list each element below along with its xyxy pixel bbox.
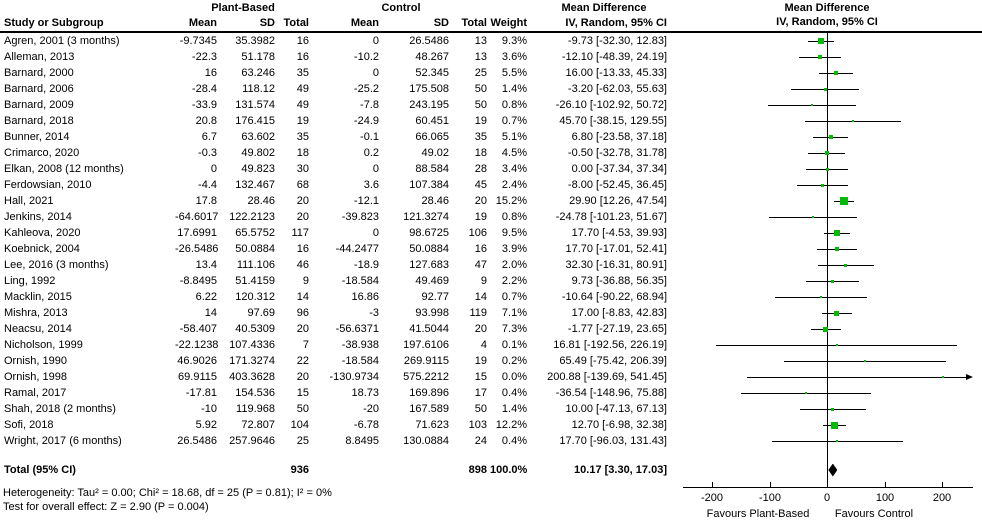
axis-tick-label: 0	[823, 492, 831, 504]
control-total: 25	[474, 67, 487, 79]
pb-mean: 6.22	[195, 291, 217, 303]
estimate-marker	[811, 104, 813, 106]
estimate-marker	[823, 327, 828, 332]
control-sd: 41.5044	[409, 323, 449, 335]
study-name: Ornish, 1998	[4, 371, 67, 383]
control-mean-header: Mean	[350, 17, 379, 29]
pb-mean: 46.9026	[177, 355, 217, 367]
study-name: Kahleova, 2020	[4, 227, 81, 239]
control-sd: 243.195	[409, 99, 449, 111]
weight-header: Weight	[490, 17, 527, 29]
pb-total: 7	[302, 339, 309, 351]
pb-total: 20	[296, 323, 309, 335]
md-ci-text: -3.20 [-62.03, 55.63]	[567, 83, 667, 95]
zero-line	[827, 33, 828, 487]
pb-mean: 5.92	[195, 419, 217, 431]
md-ci-text: -8.00 [-52.45, 36.45]	[567, 179, 667, 191]
pb-sd: 51.178	[241, 51, 275, 63]
pb-sd: 120.312	[235, 291, 275, 303]
axis-tick	[712, 482, 713, 487]
control-mean: -18.584	[341, 355, 379, 367]
pb-mean: 20.8	[195, 115, 217, 127]
md-ci-text: -0.50 [-32.78, 31.78]	[567, 147, 667, 159]
pb-mean: 0	[210, 163, 217, 175]
total-weight: 100.0%	[490, 464, 528, 476]
control-total: 14	[474, 291, 487, 303]
estimate-marker	[836, 344, 838, 346]
pb-sd: 49.823	[241, 163, 275, 175]
weight: 0.4%	[501, 435, 527, 447]
weight: 9.3%	[501, 35, 527, 47]
pb-mean: 14	[204, 307, 217, 319]
control-mean: -44.2477	[335, 243, 379, 255]
pb-total: 46	[296, 259, 309, 271]
control-mean: 0	[372, 163, 379, 175]
md-ci-text: 65.49 [-75.42, 206.39]	[559, 355, 667, 367]
weight: 5.5%	[501, 67, 527, 79]
control-total: 4	[480, 339, 487, 351]
pb-sd: 132.467	[235, 179, 275, 191]
pb-sd: 119.968	[236, 403, 275, 415]
control-mean: -56.6371	[335, 323, 379, 335]
estimate-marker	[825, 151, 829, 155]
estimate-marker	[844, 264, 847, 267]
control-mean: 0	[372, 35, 379, 47]
estimate-marker	[831, 280, 834, 283]
md-column-title: Mean Difference	[561, 2, 647, 14]
study-name: Hall, 2021	[4, 195, 54, 207]
md-ci-text: -10.64 [-90.22, 68.94]	[561, 291, 667, 303]
control-mean: -10.2	[353, 51, 379, 63]
study-name: Barnard, 2000	[4, 67, 74, 79]
md-ci-text: -12.10 [-48.39, 24.19]	[561, 51, 667, 63]
control-sd: 175.508	[409, 83, 449, 95]
md-ci-text: 0.00 [-37.34, 37.34]	[571, 163, 667, 175]
md-ci-text: 200.88 [-139.69, 541.45]	[547, 371, 667, 383]
control-mean: 16.86	[351, 291, 379, 303]
estimate-marker	[836, 440, 838, 442]
pb-mean: -22.1238	[175, 339, 219, 351]
pb-total: 22	[296, 355, 309, 367]
study-name: Neacsu, 2014	[4, 323, 72, 335]
control-total: 28	[474, 163, 487, 175]
pb-total: 16	[296, 35, 309, 47]
study-name: Barnard, 2009	[4, 99, 74, 111]
md-ci-text: 16.81 [-192.56, 226.19]	[553, 339, 667, 351]
total-md-ci: 10.17 [3.30, 17.03]	[574, 464, 667, 476]
axis-tick	[885, 482, 886, 487]
weight: 9.5%	[501, 227, 527, 239]
axis-tick-label: -100	[758, 492, 782, 504]
pb-mean: -28.4	[191, 83, 217, 95]
control-sd: 169.896	[409, 387, 449, 399]
control-total: 20	[474, 195, 487, 207]
weight: 2.0%	[501, 259, 527, 271]
pb-sd: 118.12	[242, 83, 275, 95]
control-mean: -24.9	[353, 115, 379, 127]
pb-total: 50	[296, 403, 309, 415]
pb-mean: 16	[204, 67, 217, 79]
x-axis-line	[683, 487, 973, 488]
control-sd: 98.6725	[409, 227, 449, 239]
estimate-marker	[831, 408, 834, 411]
pb-total: 96	[296, 307, 309, 319]
pb-sd: 257.9646	[229, 435, 275, 447]
ci-arrow-right	[966, 374, 973, 380]
group-header-plant-based: Plant-Based	[211, 2, 275, 14]
md-ci-text: 17.70 [-17.01, 52.41]	[565, 243, 667, 255]
control-sd: 48.267	[415, 51, 449, 63]
favours-left-label: Favours Plant-Based	[706, 508, 810, 520]
control-total: 19	[474, 115, 487, 127]
weight: 7.1%	[501, 307, 527, 319]
axis-tick	[770, 482, 771, 487]
weight: 7.3%	[501, 323, 527, 335]
study-name: Shah, 2018 (2 months)	[4, 403, 116, 415]
pb-total: 104	[290, 419, 309, 431]
weight: 2.2%	[501, 275, 527, 287]
pb-total: 117	[291, 227, 309, 239]
study-name: Ling, 1992	[4, 275, 56, 287]
md-ci-text: 17.70 [-4.53, 39.93]	[571, 227, 667, 239]
estimate-marker	[831, 422, 838, 429]
plot-title: Mean Difference	[784, 2, 870, 14]
estimate-marker	[818, 55, 822, 59]
estimate-marker	[821, 184, 824, 187]
control-total: 9	[480, 275, 487, 287]
total-control-n: 898	[468, 464, 487, 476]
pb-sd: 50.0884	[235, 243, 275, 255]
pb-total: 16	[296, 243, 309, 255]
weight: 3.9%	[501, 243, 527, 255]
control-mean: -3	[369, 307, 379, 319]
heterogeneity-stats: Heterogeneity: Tau² = 0.00; Chi² = 18.68, df = 25 (P = 0.81); I² = 0%	[3, 487, 332, 499]
study-name: Lee, 2016 (3 months)	[4, 259, 109, 271]
axis-tick-label: 200	[932, 492, 952, 504]
control-total: 20	[474, 323, 487, 335]
control-sd: 107.384	[409, 179, 449, 191]
control-total: 35	[474, 131, 487, 143]
pb-mean: -26.5486	[175, 243, 219, 255]
weight: 0.8%	[501, 99, 527, 111]
pb-sd: 403.3628	[229, 371, 275, 383]
control-mean: -25.2	[353, 83, 379, 95]
control-mean: 0	[372, 67, 379, 79]
pb-mean: 69.9115	[178, 371, 217, 383]
control-total: 19	[474, 211, 487, 223]
estimate-marker	[852, 120, 854, 122]
estimate-marker	[826, 168, 829, 171]
control-total: 50	[474, 403, 487, 415]
axis-tick-label: -200	[700, 492, 724, 504]
control-total-header: Total	[461, 17, 487, 29]
estimate-marker	[805, 392, 807, 394]
control-sd: 26.5486	[409, 35, 449, 47]
pb-sd: 122.2123	[229, 211, 275, 223]
pb-mean: -0.3	[198, 147, 217, 159]
weight: 0.0%	[501, 371, 527, 383]
control-mean: 0.2	[363, 147, 379, 159]
pb-total: 35	[296, 67, 309, 79]
weight: 0.4%	[501, 387, 527, 399]
study-name: Alleman, 2013	[4, 51, 75, 63]
control-total: 16	[474, 243, 487, 255]
estimate-marker	[840, 197, 848, 205]
pb-mean: -58.407	[179, 323, 217, 335]
pb-mean: -8.8495	[179, 275, 217, 287]
pb-sd: 131.574	[235, 99, 275, 111]
axis-tick	[827, 482, 828, 487]
favours-right-label: Favours Control	[834, 508, 914, 520]
estimate-marker	[829, 135, 833, 139]
study-name: Barnard, 2006	[4, 83, 74, 95]
pb-sd: 154.536	[235, 387, 275, 399]
control-sd: 197.6106	[403, 339, 449, 351]
pb-total: 25	[296, 435, 309, 447]
control-mean: -6.78	[353, 419, 379, 431]
overall-effect-test: Test for overall effect: Z = 2.90 (P = 0.004)	[3, 501, 209, 513]
study-column-header: Study or Subgroup	[4, 17, 104, 29]
total-diamond	[828, 464, 837, 477]
pb-mean: 17.6991	[177, 227, 217, 239]
md-ci-text: -36.54 [-148.96, 75.88]	[555, 387, 667, 399]
study-name: Crimarco, 2020	[4, 147, 80, 159]
weight: 0.7%	[501, 115, 527, 127]
pb-sd-header: SD	[259, 17, 275, 29]
control-total: 18	[474, 147, 487, 159]
pb-total: 16	[296, 51, 309, 63]
md-ci-text: 12.70 [-6.98, 32.38]	[571, 419, 667, 431]
estimate-marker	[824, 88, 827, 91]
weight: 3.4%	[501, 163, 527, 175]
control-sd: 49.469	[415, 275, 449, 287]
control-total: 17	[474, 387, 487, 399]
pb-mean: 13.4	[195, 259, 217, 271]
plot-subtitle: IV, Random, 95% CI	[776, 16, 878, 28]
pb-mean: -9.7345	[179, 35, 217, 47]
axis-tick	[942, 482, 943, 487]
pb-total: 35	[296, 131, 309, 143]
pb-mean-header: Mean	[188, 17, 217, 29]
pb-total: 15	[296, 387, 309, 399]
control-mean: 0	[372, 227, 379, 239]
study-name: Koebnick, 2004	[4, 243, 80, 255]
weight: 3.6%	[501, 51, 527, 63]
control-sd: 575.2212	[403, 371, 449, 383]
pb-total: 14	[296, 291, 309, 303]
weight: 1.4%	[501, 403, 527, 415]
pb-sd: 40.5309	[235, 323, 275, 335]
md-ci-text: 10.00 [-47.13, 67.13]	[565, 403, 667, 415]
md-ci-text: -26.10 [-102.92, 50.72]	[555, 99, 667, 111]
estimate-marker	[864, 360, 866, 362]
md-ci-text: 32.30 [-16.31, 80.91]	[565, 259, 667, 271]
estimate-marker	[942, 376, 944, 378]
pb-total: 49	[296, 99, 309, 111]
ci-line	[747, 377, 967, 378]
pb-total: 20	[296, 195, 309, 207]
control-sd: 167.589	[409, 403, 449, 415]
control-total: 50	[474, 83, 487, 95]
control-mean: -39.823	[341, 211, 379, 223]
study-name: Agren, 2001 (3 months)	[4, 35, 120, 47]
pb-total: 20	[296, 211, 309, 223]
pb-sd: 63.602	[241, 131, 275, 143]
control-mean: -7.8	[360, 99, 379, 111]
weight: 5.1%	[501, 131, 527, 143]
study-name: Ferdowsian, 2010	[4, 179, 92, 191]
md-ci-text: 45.70 [-38.15, 129.55]	[559, 115, 667, 127]
weight: 0.1%	[501, 339, 527, 351]
study-name: Sofi, 2018	[4, 419, 54, 431]
md-ci-text: 6.80 [-23.58, 37.18]	[571, 131, 667, 143]
pb-total: 19	[296, 115, 309, 127]
weight: 15.2%	[495, 195, 527, 207]
weight: 4.5%	[501, 147, 527, 159]
pb-total: 9	[302, 275, 309, 287]
control-sd: 60.451	[415, 115, 449, 127]
control-total: 103	[468, 419, 487, 431]
pb-mean: 17.8	[195, 195, 217, 207]
control-total: 15	[474, 371, 487, 383]
study-name: Elkan, 2008 (12 months)	[4, 163, 124, 175]
control-total: 47	[474, 259, 487, 271]
control-sd: 71.623	[415, 419, 449, 431]
control-total: 13	[474, 51, 487, 63]
control-sd-header: SD	[433, 17, 449, 29]
weight: 1.4%	[501, 83, 527, 95]
study-name: Wright, 2017 (6 months)	[4, 435, 122, 447]
estimate-marker	[834, 311, 839, 316]
study-name: Barnard, 2018	[4, 115, 74, 127]
control-sd: 127.683	[409, 259, 449, 271]
pb-sd: 111.106	[236, 259, 275, 271]
control-mean: -130.9734	[329, 371, 379, 383]
study-name: Nicholson, 1999	[4, 339, 83, 351]
control-mean: -0.1	[360, 131, 379, 143]
total-label: Total (95% CI)	[4, 464, 76, 476]
control-mean: 8.8495	[345, 435, 379, 447]
md-ci-text: 17.70 [-96.03, 131.43]	[559, 435, 667, 447]
control-total: 119	[469, 307, 487, 319]
study-name: Jenkins, 2014	[4, 211, 72, 223]
study-name: Ramal, 2017	[4, 387, 67, 399]
md-ci-text: -24.78 [-101.23, 51.67]	[555, 211, 667, 223]
weight: 2.4%	[501, 179, 527, 191]
axis-tick-label: 100	[875, 492, 895, 504]
pb-mean: 26.5486	[177, 435, 217, 447]
control-sd: 130.0884	[403, 435, 449, 447]
pb-sd: 28.46	[247, 195, 275, 207]
pb-mean: 6.7	[201, 131, 217, 143]
md-ci-text: 29.90 [12.26, 47.54]	[569, 195, 667, 207]
pb-total: 49	[296, 83, 309, 95]
pb-sd: 65.5752	[235, 227, 275, 239]
md-ci-text: -1.77 [-27.19, 23.65]	[567, 323, 667, 335]
weight: 0.8%	[501, 211, 527, 223]
pb-mean: -10	[201, 403, 217, 415]
control-mean: 18.73	[351, 387, 379, 399]
control-sd: 88.584	[415, 163, 449, 175]
pb-sd: 49.802	[241, 147, 275, 159]
pb-sd: 51.4159	[235, 275, 275, 287]
weight: 0.7%	[501, 291, 527, 303]
estimate-marker	[820, 296, 822, 298]
study-name: Macklin, 2015	[4, 291, 72, 303]
pb-sd: 72.807	[241, 419, 275, 431]
study-name: Bunner, 2014	[4, 131, 70, 143]
total-pb-n: 936	[290, 464, 309, 476]
pb-sd: 107.4336	[229, 339, 275, 351]
pb-sd: 35.3982	[235, 35, 275, 47]
weight: 12.2%	[495, 419, 527, 431]
control-total: 19	[474, 355, 487, 367]
weight: 0.2%	[501, 355, 527, 367]
pb-mean: -64.6017	[175, 211, 219, 223]
pb-total: 20	[296, 371, 309, 383]
pb-sd: 171.3274	[229, 355, 275, 367]
control-sd: 50.0884	[409, 243, 449, 255]
pb-sd: 176.415	[235, 115, 275, 127]
estimate-marker	[834, 71, 838, 75]
pb-total-header: Total	[283, 17, 309, 29]
pb-mean: -4.4	[198, 179, 217, 191]
control-sd: 121.3274	[403, 211, 449, 223]
control-total: 106	[468, 227, 487, 239]
md-ci-text: -9.73 [-32.30, 12.83]	[567, 35, 667, 47]
estimate-marker	[834, 230, 840, 236]
control-sd: 269.9115	[403, 355, 449, 367]
control-mean: -18.584	[341, 275, 379, 287]
control-mean: -20	[363, 403, 379, 415]
estimate-marker	[812, 216, 814, 218]
pb-total: 30	[296, 163, 309, 175]
group-header-control: Control	[381, 2, 421, 14]
pb-total: 68	[296, 179, 309, 191]
estimate-marker	[818, 38, 824, 44]
control-total: 50	[474, 99, 487, 111]
control-mean: -38.938	[341, 339, 379, 351]
control-total: 24	[474, 435, 487, 447]
pb-sd: 63.246	[241, 67, 275, 79]
study-name: Mishra, 2013	[4, 307, 68, 319]
md-subheader: IV, Random, 95% CI	[565, 17, 667, 29]
estimate-marker	[835, 247, 839, 251]
control-sd: 66.065	[415, 131, 449, 143]
control-sd: 52.345	[415, 67, 449, 79]
md-ci-text: 16.00 [-13.33, 45.33]	[565, 67, 667, 79]
md-ci-text: 9.73 [-36.88, 56.35]	[571, 275, 667, 287]
control-mean: 3.6	[363, 179, 379, 191]
md-ci-text: 17.00 [-8.83, 42.83]	[571, 307, 667, 319]
pb-mean: -22.3	[191, 51, 217, 63]
control-sd: 49.02	[421, 147, 449, 159]
pb-mean: -33.9	[191, 99, 217, 111]
study-name: Ornish, 1990	[4, 355, 67, 367]
control-sd: 93.998	[415, 307, 449, 319]
control-sd: 92.77	[421, 291, 449, 303]
pb-total: 18	[296, 147, 309, 159]
control-sd: 28.46	[421, 195, 449, 207]
pb-mean: -17.81	[185, 387, 217, 399]
pb-sd: 97.69	[247, 307, 275, 319]
control-mean: -12.1	[353, 195, 379, 207]
control-total: 45	[474, 179, 487, 191]
control-total: 13	[474, 35, 487, 47]
control-mean: -18.9	[353, 259, 379, 271]
